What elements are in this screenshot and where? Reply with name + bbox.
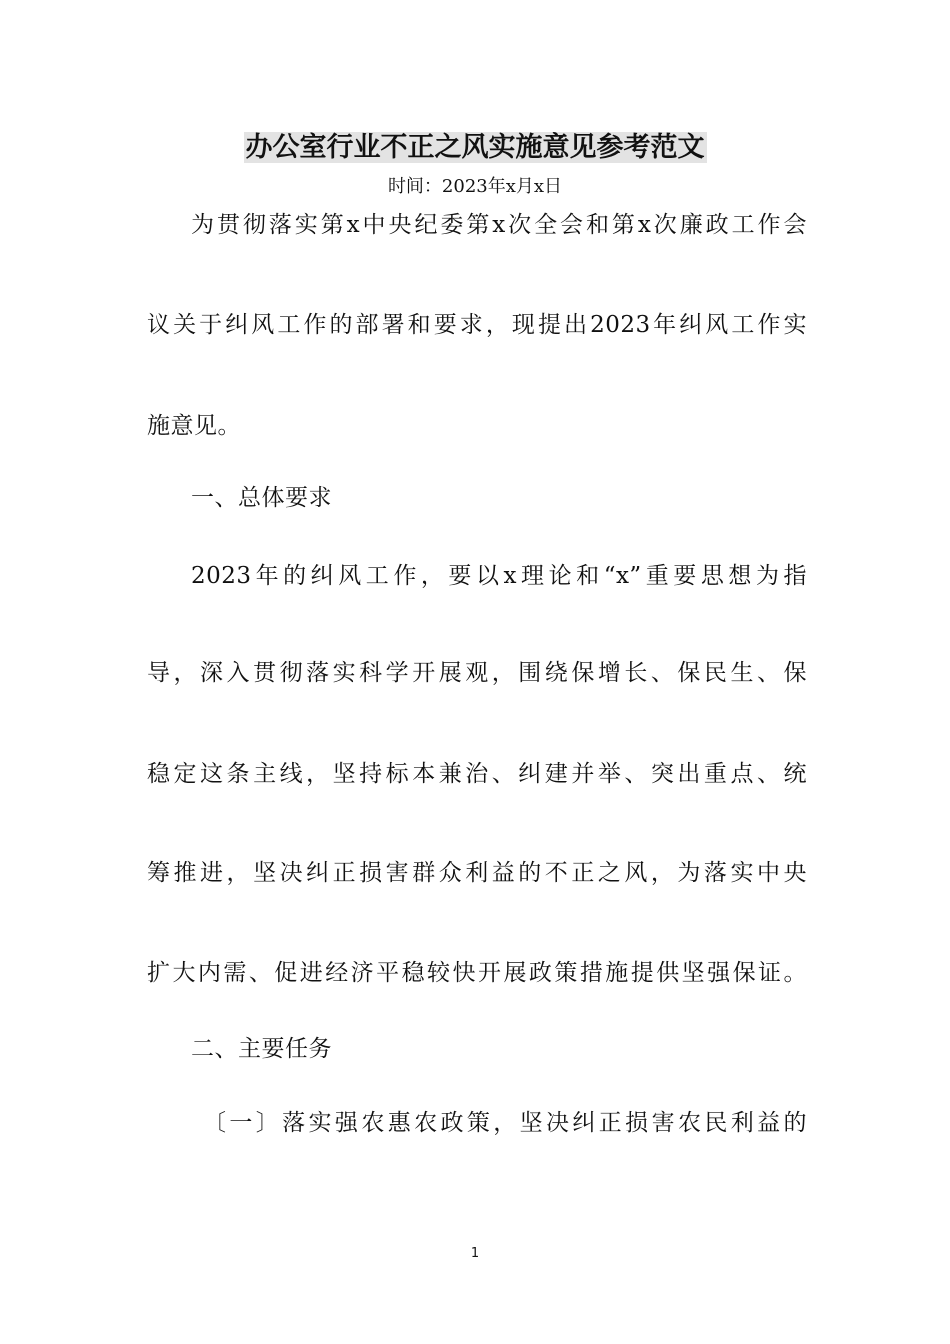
document-date: 时间：2023年x月x日 [387,176,563,197]
paragraph2-line2: 导，深入贯彻落实科学开展观，围绕保增长、保民生、保 [147,660,807,686]
subsection-heading-1: 〔一〕落实强农惠农政策，坚决纠正损害农民利益的 [203,1110,807,1136]
document-title [0,128,950,168]
paragraph2-line3: 稳定这条主线，坚持标本兼治、纠建并举、突出重点、统 [147,761,807,787]
section-heading-overall-requirements: 一、总体要求 [191,485,332,511]
page-number: 1 [470,1246,480,1261]
paragraph1-line3: 施意见。 [147,413,241,439]
paragraph1-line1: 为贯彻落实第x中央纪委第x次全会和第x次廉政工作会 [191,212,807,238]
paragraph2-line4: 筹推进，坚决纠正损害群众利益的不正之风，为落实中央 [147,860,807,886]
section-heading-main-tasks: 二、主要任务 [191,1036,332,1062]
document-title-text: 办公室行业不正之风实施意见参考范文 [245,132,705,163]
paragraph2-line1: 2023年的纠风工作，要以x理论和“x”重要思想为指 [191,563,807,589]
paragraph2-line5: 扩大内需、促进经济平稳较快开展政策措施提供坚强保证。 [147,960,807,986]
paragraph1-line2: 议关于纠风工作的部署和要求，现提出2023年纠风工作实 [147,312,807,338]
